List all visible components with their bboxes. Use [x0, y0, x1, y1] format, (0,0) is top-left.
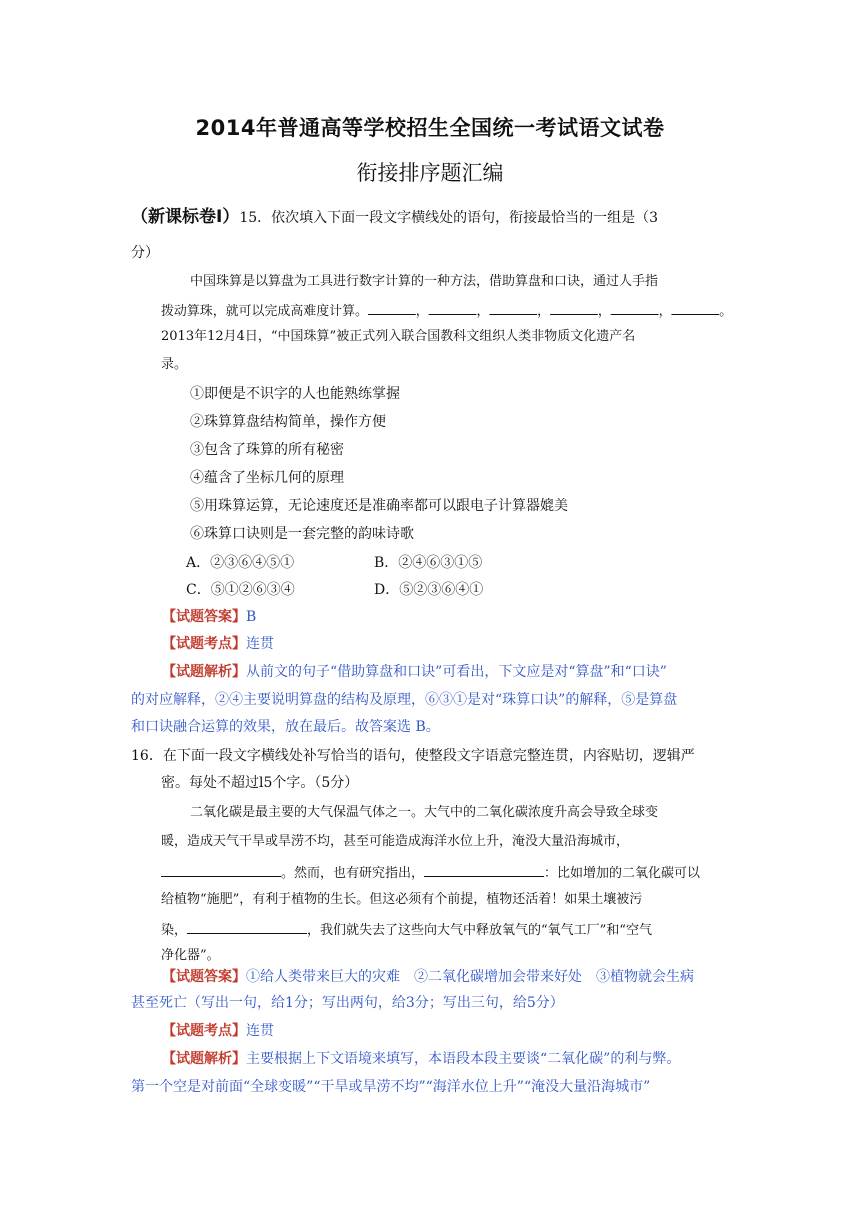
option-b: B．②④⑥③①⑤ — [374, 555, 483, 571]
q15-passage-line-1: 中国珠算是以算盘为工具进行数字计算的一种方法，借助算盘和口诀，通过人手指 — [190, 274, 659, 289]
q15-answer — [162, 607, 256, 627]
q16-passage-line-5: 染， ，我们就失去了这些向大气中释放氧气的“氧气工厂”和“空气 — [161, 918, 652, 941]
q16-passage-line-4: 给植物“施肥”，有利于植物的生长。但这必须有个前提，植物还活着！如果土壤被污 — [161, 892, 643, 907]
page-subtitle: 衔接排序题汇编 — [356, 161, 504, 185]
q16-passage-line-3: 。然而，也有研究指出， ：比如增加的二氧化碳可以 — [161, 861, 700, 884]
analysis-tag: 【试题解析】 — [162, 664, 246, 680]
q15-analysis-line-2: 的对应解释，②④主要说明算盘的结构及原理，⑥③①是对“珠算口诀”的解释，⑤是算盘 — [131, 692, 678, 708]
q15-analysis-line-1 — [162, 662, 667, 682]
blank-3 — [489, 299, 537, 315]
blank-1 — [368, 299, 416, 315]
q15-item: ④蕴含了坐标几何的原理 — [190, 470, 344, 486]
point-text: 连贯 — [246, 1023, 274, 1039]
q15-item: ①即便是不识字的人也能熟练掌握 — [190, 386, 400, 402]
option-d: D．⑤②③⑥④① — [374, 582, 484, 598]
q16-passage-line-2: 暖，造成天气干旱或旱涝不均，甚至可能造成海洋水位上升，淹没大量沿海城市， — [161, 834, 630, 849]
paper-tag: （新课标卷Ⅰ） — [131, 207, 240, 227]
option-a: A．②③⑥④⑤① — [186, 555, 295, 571]
q15-passage-line-2: 拨动算珠，就可以完成高难度计算。 ， ， ， ， ， 。 — [161, 299, 732, 322]
blank-2 — [424, 861, 544, 877]
blank-3 — [187, 918, 307, 934]
answer-tag: 【试题答案】 — [162, 609, 246, 625]
q16-stem-line-2: 密。每处不超过l5个字。（5分） — [161, 775, 359, 791]
q15-stem-line-1 — [131, 207, 658, 228]
q15-item: ⑤用珠算运算，无论速度还是准确率都可以跟电子计算器媲美 — [190, 498, 568, 514]
q15-item: ⑥珠算口诀则是一套完整的韵味诗歌 — [190, 526, 414, 542]
q15-passage-line-4: 录。 — [161, 357, 188, 372]
q16-stem-line-1: 16．在下面一段文字横线处补写恰当的语句，使整段文字语意完整连贯，内容贴切，逻辑严 — [131, 748, 695, 764]
q16-passage-line-1: 二氧化碳是最主要的大气保温气体之一。大气中的二氧化碳浓度升高会导致全球变 — [190, 805, 659, 820]
q15-item: ②珠算算盘结构简单，操作方便 — [190, 414, 386, 430]
page-title: 2014年普通高等学校招生全国统一考试语文试卷 — [195, 116, 665, 140]
q15-stem-text: 15．依次填入下面一段文字横线处的语句，衔接最恰当的一组是（3 — [239, 210, 659, 226]
option-c: C．⑤①②⑥③④ — [186, 582, 295, 598]
q16-passage-line-6: 净化器”。 — [161, 948, 220, 963]
answer-text: ①给人类带来巨大的灾难 ②二氧化碳增加会带来好处 ③植物就会生病 — [246, 969, 694, 985]
blank-6 — [672, 299, 720, 315]
analysis-text: 从前文的句子“借助算盘和口诀”可看出，下文应是对“算盘”和“口诀” — [246, 664, 667, 680]
q15-stem-line-2: 分） — [131, 245, 159, 261]
point-text: 连贯 — [246, 636, 274, 652]
q16-answer-line-2: 甚至死亡（写出一句，给1分；写出两句，给3分；写出三句，给5分） — [131, 995, 564, 1011]
blank-5 — [611, 299, 659, 315]
answer-text: B — [246, 609, 257, 625]
q15-analysis-line-3: 和口诀融合运算的效果，放在最后。故答案选 B。 — [131, 719, 440, 735]
q16-point — [162, 1021, 274, 1041]
q15-item: ③包含了珠算的所有秘密 — [190, 442, 344, 458]
analysis-tag: 【试题解析】 — [162, 1051, 246, 1067]
q15-point — [162, 634, 274, 654]
q16-analysis-line-1 — [162, 1049, 680, 1069]
blank-4 — [550, 299, 598, 315]
point-tag: 【试题考点】 — [162, 636, 246, 652]
analysis-text: 主要根据上下文语境来填写，本语段本段主要谈“二氧化碳”的利与弊。 — [246, 1051, 681, 1067]
q16-answer-line-1 — [162, 967, 694, 987]
q15-passage-line-3: 2013年12月4日，“中国珠算”被正式列入联合国教科文组织人类非物质文化遗产名 — [161, 329, 636, 344]
blank-1 — [161, 861, 281, 877]
answer-tag: 【试题答案】 — [162, 969, 246, 985]
blank-2 — [429, 299, 477, 315]
q16-analysis-line-2: 第一个空是对前面“全球变暖”“干旱或旱涝不均”“海洋水位上升”“淹没大量沿海城市” — [131, 1079, 651, 1095]
point-tag: 【试题考点】 — [162, 1023, 246, 1039]
